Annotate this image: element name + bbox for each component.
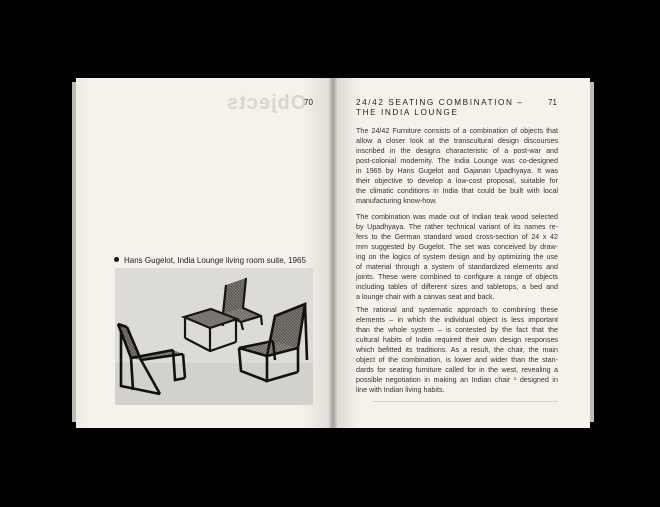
open-book (76, 78, 590, 428)
text-line: mm suggested by Gugelot. The set was conceived by draw- (356, 243, 558, 252)
text-line: dards for seating furniture called for in the west, revealing a (356, 366, 558, 375)
text-line: a lounge chair with a canvas seat and back. (356, 293, 495, 302)
caption-text: Hans Gugelot, India Lounge living room suite, 1965 (124, 256, 306, 265)
show-through-footnote (372, 401, 558, 402)
text-line: possible negotiation in making an Indian chair ¹ designed in (356, 376, 558, 385)
text-line: line with Indian living habits. (356, 386, 445, 395)
text-line: manufacturing know-how. (356, 197, 437, 206)
bullet-icon (114, 257, 119, 262)
text-line: elements – in which the individual object is less important (356, 316, 558, 325)
text-line: than the whole system – is contested by the fact that the (356, 326, 558, 335)
text-line: object of the combination, is lower and wider than the stan- (356, 356, 558, 365)
text-line: including tables of different sizes and tabletops, a bed and (356, 283, 558, 292)
photo-caption (114, 256, 306, 265)
text-line: cultural habits of India required their own design responses (356, 336, 558, 345)
text-line: their objective to develop a low-cost proposal, suitable for (356, 177, 558, 186)
page-number-right: 71 (548, 98, 557, 107)
paragraph-1 (356, 126, 558, 206)
text-line: of material through a system of standardized elements and (356, 263, 558, 272)
heading-line: THE INDIA LOUNGE (356, 108, 459, 117)
text-line: The rational and systematic approach to combining these (356, 306, 558, 314)
page-edge (72, 82, 76, 422)
paragraph-3 (356, 305, 558, 395)
text-line: The 24/42 Furniture consists of a combination of objects that (356, 127, 558, 135)
text-line: by Upadhyaya. The rather technical variant of its names re- (356, 223, 558, 232)
section-heading (356, 98, 524, 118)
text-line: allow a closer look at the transcultural design discourses (356, 137, 558, 146)
text-line: the climatic conditions in India that could be built with local (356, 187, 558, 196)
paragraph-2 (356, 212, 558, 302)
heading-line: 24/42 SEATING COMBINATION – (356, 98, 524, 107)
text-line: which befitted its traditions. As a result, the chair, the main (356, 346, 558, 355)
page-edge (590, 82, 594, 422)
page-number-left: 70 (304, 98, 313, 107)
furniture-photo (115, 268, 313, 405)
text-line: The combination was made out of Indian teak wood selected (356, 213, 558, 221)
text-line: joints. These were combined to configure a range of objects (356, 273, 558, 282)
india-lounge-photo-illustration (115, 268, 313, 405)
text-line: post-colonial modernity. The India Lounge was co-designed (356, 157, 558, 166)
book-gutter (329, 78, 337, 428)
text-line: fers to the German standard wood cross-section of 24 x 42 (356, 233, 558, 242)
show-through-title: Objects (226, 92, 307, 114)
text-line: ing on the logics of system design and by optimizing the use (356, 253, 558, 262)
text-line: in 1965 by Hans Gugelot and Gajanan Upadhyaya. It was (356, 167, 558, 176)
text-line: inscribed in the designs characteristic of a post-war and (356, 147, 558, 156)
